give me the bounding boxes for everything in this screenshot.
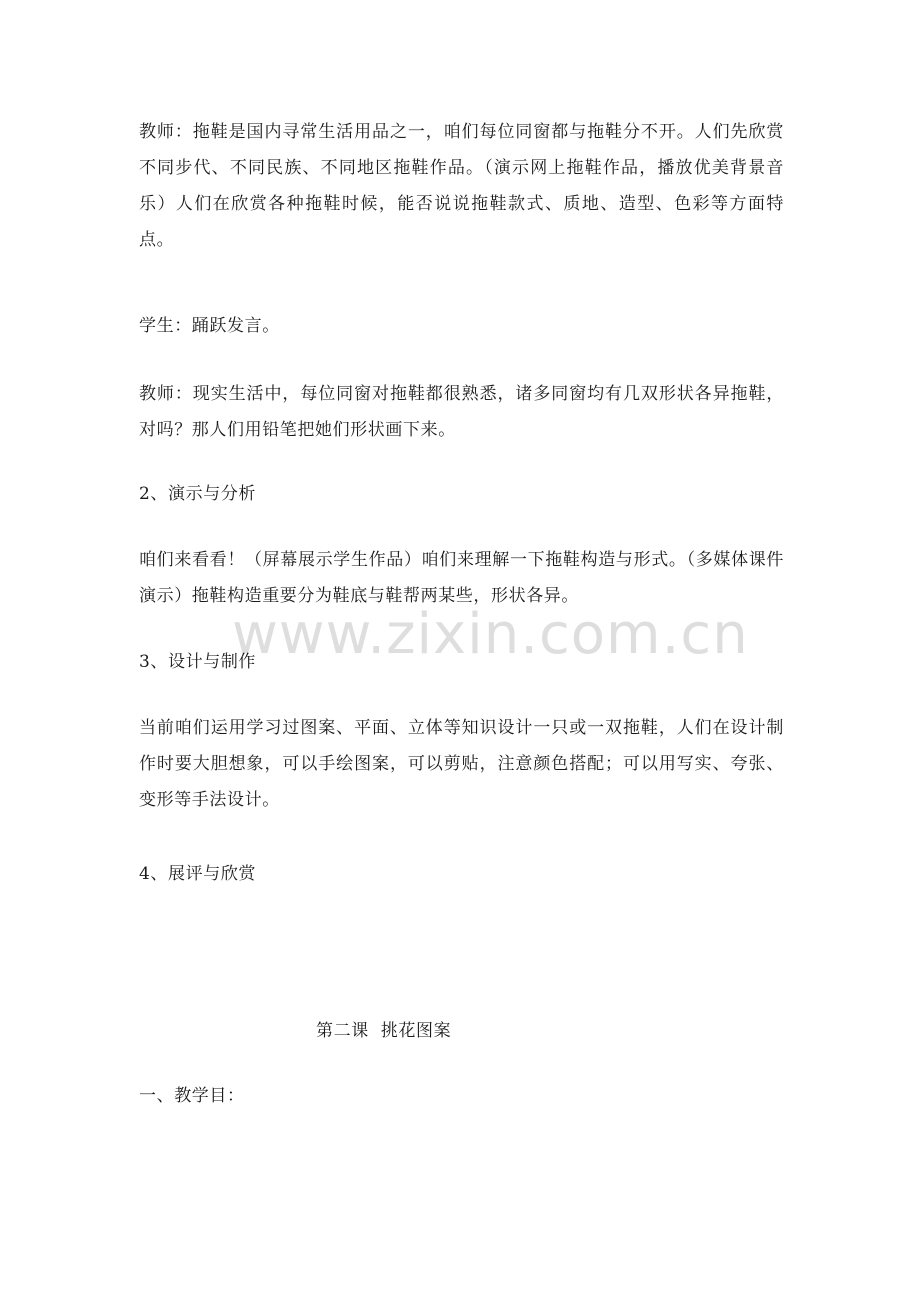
section-3-heading: 3、设计与制作 xyxy=(139,652,257,672)
student-reply-paragraph: 学生：踊跃发言。 xyxy=(139,316,280,336)
objectives-heading: 一、教学目： xyxy=(139,1086,245,1106)
section-2-body: 咱们来看看！（屏幕展示学生作品）咱们来理解一下拖鞋构造与形式。（多媒体课件演示）拖鞋构造重要分为鞋底与鞋帮两某些，形状各异。 xyxy=(139,550,784,606)
watermark: www.zixin.com.cn xyxy=(232,602,749,667)
teacher-intro-paragraph: 教师：拖鞋是国内寻常生活用品之一，咱们每位同窗都与拖鞋分不开。人们先欣赏不同步代、不同民族、不同地区拖鞋作品。（演示网上拖鞋作品，播放优美背景音乐）人们在欣赏各种拖鞋时候，能否说说拖鞋款式、质地、造型、色彩等方面特点。 xyxy=(139,122,784,250)
section-3-body: 当前咱们运用学习过图案、平面、立体等知识设计一只或一双拖鞋，人们在设计制作时要大胆想象，可以手绘图案，可以剪贴，注意颜色搭配；可以用写实、夸张、变形等手法设计。 xyxy=(139,718,784,810)
lesson-title: 第二课 挑花图案 xyxy=(316,1021,452,1041)
teacher-drawing-paragraph: 教师：现实生活中，每位同窗对拖鞋都很熟悉，诸多同窗均有几双形状各异拖鞋，对吗？那人们用铅笔把她们形状画下来。 xyxy=(139,384,784,440)
section-2-heading: 2、演示与分析 xyxy=(139,484,257,504)
section-4-heading: 4、展评与欣赏 xyxy=(139,864,257,884)
